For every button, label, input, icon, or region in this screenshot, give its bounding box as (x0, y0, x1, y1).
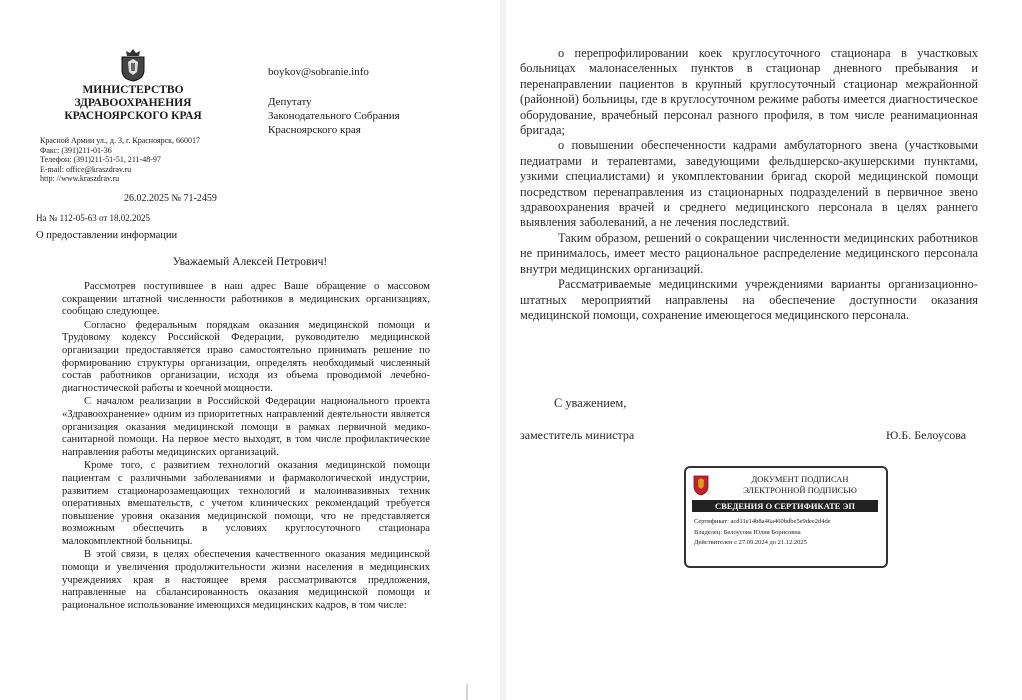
letter-body-right (520, 46, 978, 323)
addressee-email: boykov@sobranie.info (268, 66, 369, 78)
certificate-owner: Владелец: Белоусова Юлия Борисовна (694, 528, 801, 536)
signer-name: Ю.Б. Белоусова (886, 428, 967, 442)
scan-mark (466, 684, 468, 700)
certificate-details (694, 517, 882, 549)
fax: Факс: (391)211-01-36 (40, 145, 112, 155)
paragraph: С началом реализации в Российской Федерации национального проекта «Здравоохранение» одним из приоритетных направлений деятельности является организация оказания медицинской помощи в рамках первичной медико-санитарной помощи. На первое место выходят, в том числе профилактические направления работы медицинских организаций. (62, 396, 430, 458)
addressee-line: Красноярского края (268, 124, 361, 136)
paragraph: В этой связи, в целях обеспечения качественного оказания медицинской помощи и увеличения продолжительности жизни населения в медицинских учреждениях края в настоящее время рассматриваются предложения, направленные на сбалансированность оказания медицинской помощи и рациональное использование имеющихся медицинских кадров, в том числе: (62, 549, 430, 611)
letterhead-contacts (40, 136, 260, 184)
paragraph: Таким образом, решений о сокращении численности медицинских работников не принималось, имеет место рациональное распределение медицинского персонала внутри медицинских организаций. (520, 230, 978, 276)
document-date-number: 26.02.2025 № 71-2459 (124, 193, 217, 204)
ministry-line: МИНИСТЕРСТВО (82, 84, 184, 96)
certificate-id: Сертификат: acd11e14b8a46a460bdbe5e9dee2d4de (694, 518, 831, 525)
greeting: Уважаемый Алексей Петрович! (172, 256, 328, 268)
addressee-line: Депутату (268, 96, 312, 108)
coat-of-arms-icon (118, 48, 148, 82)
letter-page-2 (506, 0, 1022, 700)
phone: Телефон: (391)211-51-51, 211-48-97 (40, 155, 161, 165)
ministry-line: ЗДРАВООХРАНЕНИЯ (74, 97, 192, 109)
paragraph: Кроме того, с развитием технологий оказания медицинской помощи пациентам с различными заболеваниями и фармакологической индустрии, развитием стационарозамещающих технологий и малоинвазивных техник оперативных вмешательств, с учетом клинических рекомендаций требуется повышение уровня оказания медицинской помощи, что не представляется возможным обеспечить в условиях круглосуточного стационара малокомплектной больницы. (62, 460, 430, 547)
certificate-header: СВЕДЕНИЯ О СЕРТИФИКАТЕ ЭП (692, 500, 878, 512)
address: Красной Армии ул., д. 3, г. Красноярск, 660017 (40, 136, 201, 145)
email: E-mail: office@kraszdrav.ru (40, 164, 132, 174)
stamp-title-line: ЭЛЕКТРОННОЙ ПОДПИСЬЮ (743, 484, 857, 495)
stamp-title (716, 474, 884, 495)
addressee-line: Законодательного Собрания (268, 110, 400, 122)
ministry-line: КРАСНОЯРСКОГО КРАЯ (64, 110, 202, 122)
e-signature-stamp (684, 466, 888, 568)
paragraph: Согласно федеральным порядкам оказания медицинской помощи и Трудовому кодексу Российской Федерации, руководителю медицинской организации предоставляется право самостоятельно принимать решение по формированию структуры организации, определять необходимый численный состав работников организации, исходя из объема проводимой лечебно-диагностической работы и коечной мощности. (62, 319, 430, 394)
reference-number: На № 112-05-63 от 18.02.2025 (36, 213, 151, 223)
ministry-name (40, 84, 226, 123)
letter-body-left (62, 281, 430, 613)
certificate-validity: Действителен с 27.09.2024 до 21.12.2025 (694, 539, 807, 546)
subject-line: О предоставлении информации (36, 230, 178, 241)
paragraph: о перепрофилировании коек круглосуточного стационара в участковых больницах малонаселенных пунктов в стационар дневного пребывания и перенаправлении пациентов в крупный круглосуточный стационар межрайонной (районной) больницы, где в круглосуточном режиме работы имеется диагностическое оборудование, врачебный персонал разного профиля, в том числе реанимационная бригада; (520, 46, 978, 138)
signer-position: заместитель министра (520, 428, 635, 442)
addressee (268, 95, 468, 137)
paragraph: Рассматриваемые медицинскими учреждениями варианты организационно-штатных мероприятий направлены на обеспечение доступности оказания медицинской помощи, сохранение имеющегося медицинского персонала. (520, 277, 978, 322)
paragraph: о повышении обеспеченности кадрами амбулаторного звена (участковыми педиатрами и терапевтами, заведующими фельдшерско-акушерскими пунктами, узкими специалистами) и укомплектовании бригад скорой медицинской помощи посредством перенаправления из стационарных подразделений в первичное звено здравоохранения врачей и среднего медицинского персонала в целях раннего выявления заболеваний, а не лечения последствий. (520, 138, 978, 230)
paragraph: Рассмотрев поступившее в наш адрес Ваше обращение о массовом сокращении штатной численности работников в медицинских организациях, сообщаю следующее. (62, 281, 430, 318)
stamp-title-line: ДОКУМЕНТ ПОДПИСАН (751, 474, 849, 484)
website: http: //www.kraszdrav.ru (40, 174, 120, 184)
letter-page-1 (0, 0, 500, 700)
closing: С уважением, (554, 396, 627, 410)
coat-of-arms-icon (692, 474, 710, 496)
